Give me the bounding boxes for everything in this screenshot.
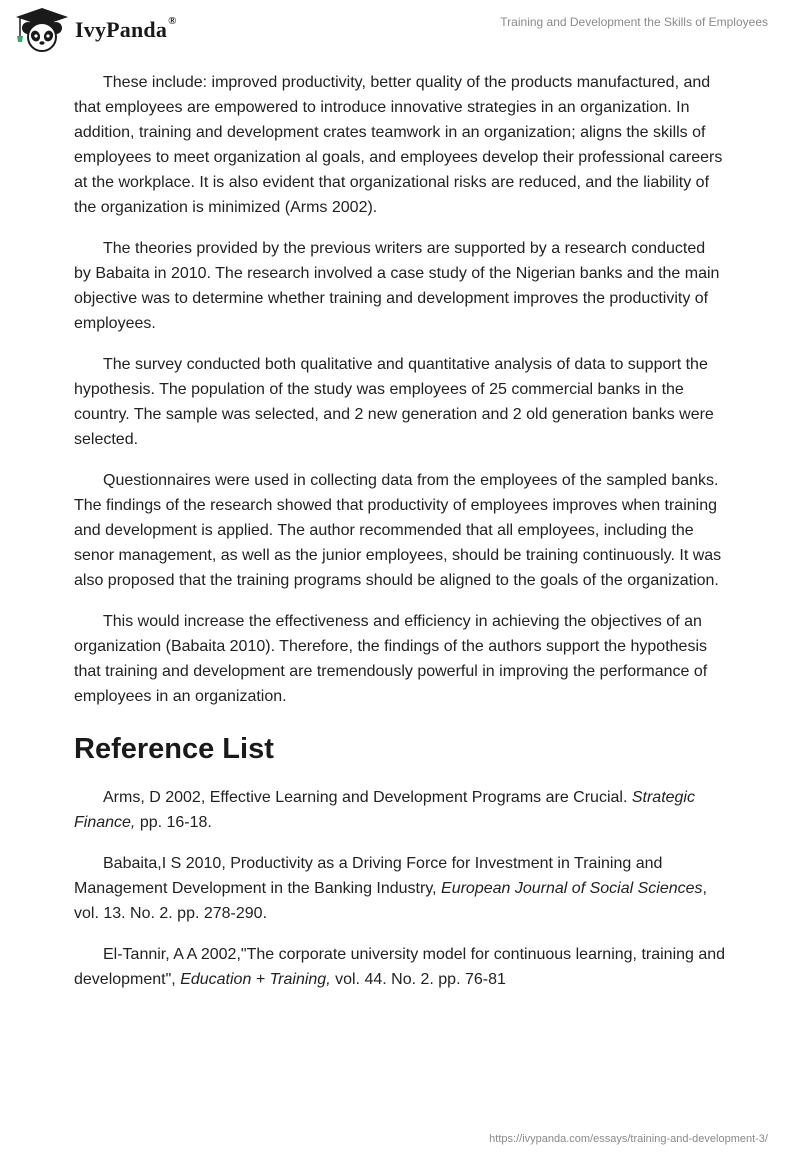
- panda-graduate-icon: [14, 6, 70, 54]
- body-paragraph: The survey conducted both qualitative and quantitative analysis of data to support the hypothesis. The population of the study was employees of 25 commercial banks in the country. The sample was selected, and 2 new generation and 2 old generation banks were selected.: [74, 356, 714, 448]
- body-paragraph: These include: improved productivity, better quality of the products manufactured, and that employees are empowered to introduce innovative strategies in an organization. In addition, training and development crates teamwork in an organization; aligns the skills of employees to meet organization al goals, and employees develop their professional careers at the workplace. It is also evident that organizational risks are reduced, and the liability of the organization is minimized (Arms 2002).: [74, 74, 723, 216]
- document-body: [74, 70, 726, 1008]
- logo-wordmark: IvyPanda®: [75, 15, 177, 42]
- ivypanda-logo[interactable]: [14, 6, 177, 54]
- body-paragraph: The theories provided by the previous writers are supported by a research conducted by Babaita in 2010. The research involved a case study of the Nigerian banks and the main objective was to determine whether training and development improves the productivity of employees.: [74, 240, 720, 332]
- page-header: [0, 0, 800, 64]
- reference-list-heading: Reference List: [74, 733, 274, 765]
- reference-item: Babaita,I S 2010, Productivity as a Driving Force for Investment in Training and Management Development in the Banking Industry, European Journal of Social Sciences, vol. 13. No. 2. pp. 278-290.: [74, 855, 707, 922]
- document-title: Training and Development the Skills of Employees: [500, 15, 768, 29]
- source-url[interactable]: https://ivypanda.com/essays/training-and-development-3/: [489, 1133, 768, 1145]
- reference-item: Arms, D 2002, Effective Learning and Development Programs are Crucial. Strategic Finance, pp. 16-18.: [74, 789, 695, 831]
- body-paragraph: This would increase the effectiveness and efficiency in achieving the objectives of an organization (Babaita 2010). Therefore, the findings of the authors support the hypothesis that training and development are tremendously powerful in improving the performance of employees in an organization.: [74, 613, 708, 705]
- body-paragraph: Questionnaires were used in collecting data from the employees of the sampled banks. The findings of the research showed that productivity of employees improves when training and development is applied. The author recommended that all employees, including the senor management, as well as the junior employees, should be training continuously. It was also proposed that the training programs should be aligned to the goals of the organization.: [74, 472, 722, 589]
- reference-item: El-Tannir, A A 2002,"The corporate university model for continuous learning, training and development", Education + Training, vol. 44. No. 2. pp. 76-81: [74, 946, 726, 988]
